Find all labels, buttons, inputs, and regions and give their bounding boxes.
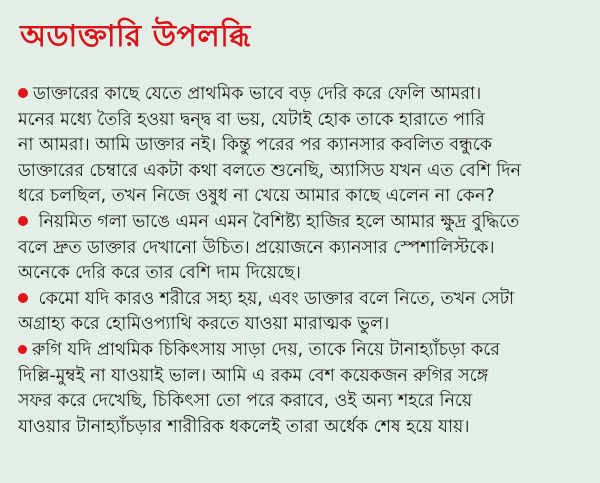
paragraph-1 [18,82,582,210]
line-text: ডাক্তারের কাছে যেতে প্রাথমিক ভাবে বড় দেরি করে ফেলি আমরা। [33,84,482,104]
line-text: দিল্লি-মুম্বই না যাওয়াই ভাল। আমি এ রকম বেশ কয়েকজন রুগির সঙ্গে [18,365,489,386]
line-text: অনেকে দেরি করে তার বেশি দাম দিয়েছে। [18,263,301,284]
red-bullet-icon [18,216,28,226]
red-bullet-icon [18,345,27,354]
page-title: অডাক্তারি উপলব্ধি [20,19,251,54]
line-text: ধরে চলছিল, তখন নিজে ওষুধ না খেয়ে আমার কাছে এলেন না কেন? [18,186,495,207]
paragraph-line [18,287,582,313]
red-bullet-icon [18,88,28,98]
line-text: সফর করে দেখেছি, চিকিৎসা তো পরে করাবে, ওই অন্য শহরে নিয়ে [18,391,473,412]
paragraph-3 [18,287,582,338]
line-text: যাওয়ার টানাহ্যাঁচড়ার শারীরিক ধকলেই তারা অর্ধেক শেষ হয়ে যায়। [18,416,470,437]
line-text: মনের মধ্যে তৈরি হওয়া দ্বন্দ্ব বা ভয়, যেটাই হোক তাকে হারাতে পারি [18,109,485,130]
paragraph-line [18,338,582,364]
line-text: রুগি যদি প্রাথমিক চিকিৎসায় সাড়া দেয়, তাকে নিয়ে টানাহ্যাঁচড়া করে [32,339,500,360]
paragraph-4 [18,338,582,440]
line-text: কেমো যদি কারও শরীরে সহ্য হয়, এবং ডাক্তার বলে নিতে, তখন সেটা [33,288,515,309]
line-text: অগ্রাহ্য করে হোমিওপ্যাথি করতে যাওয়া মারাত্মক ভুল। [18,314,390,335]
line-text: না আমরা। আমি ডাক্তার নই। কিন্তু পরের পর ক্যানসার কবলিত বন্ধুকে [18,135,492,156]
line-text: ডাক্তারের চেম্বারে একটা কথা বলতে শুনেছি, অ্যাসিড যখন এত বেশি দিন [18,160,521,181]
paragraph-line [18,210,582,236]
line-text: বলে দ্রুত ডাক্তার দেখানো উচিত। প্রয়োজনে ক্যানসার স্পেশালিস্টকে। [18,237,495,258]
paragraph-2 [18,210,582,287]
red-bullet-icon [18,293,28,303]
line-text: নিয়মিত গলা ভাঙে এমন এমন বৈশিষ্ট্য হাজির হলে আমার ক্ষুদ্র বুদ্ধিতে [33,211,520,232]
paragraph-line [18,82,582,108]
